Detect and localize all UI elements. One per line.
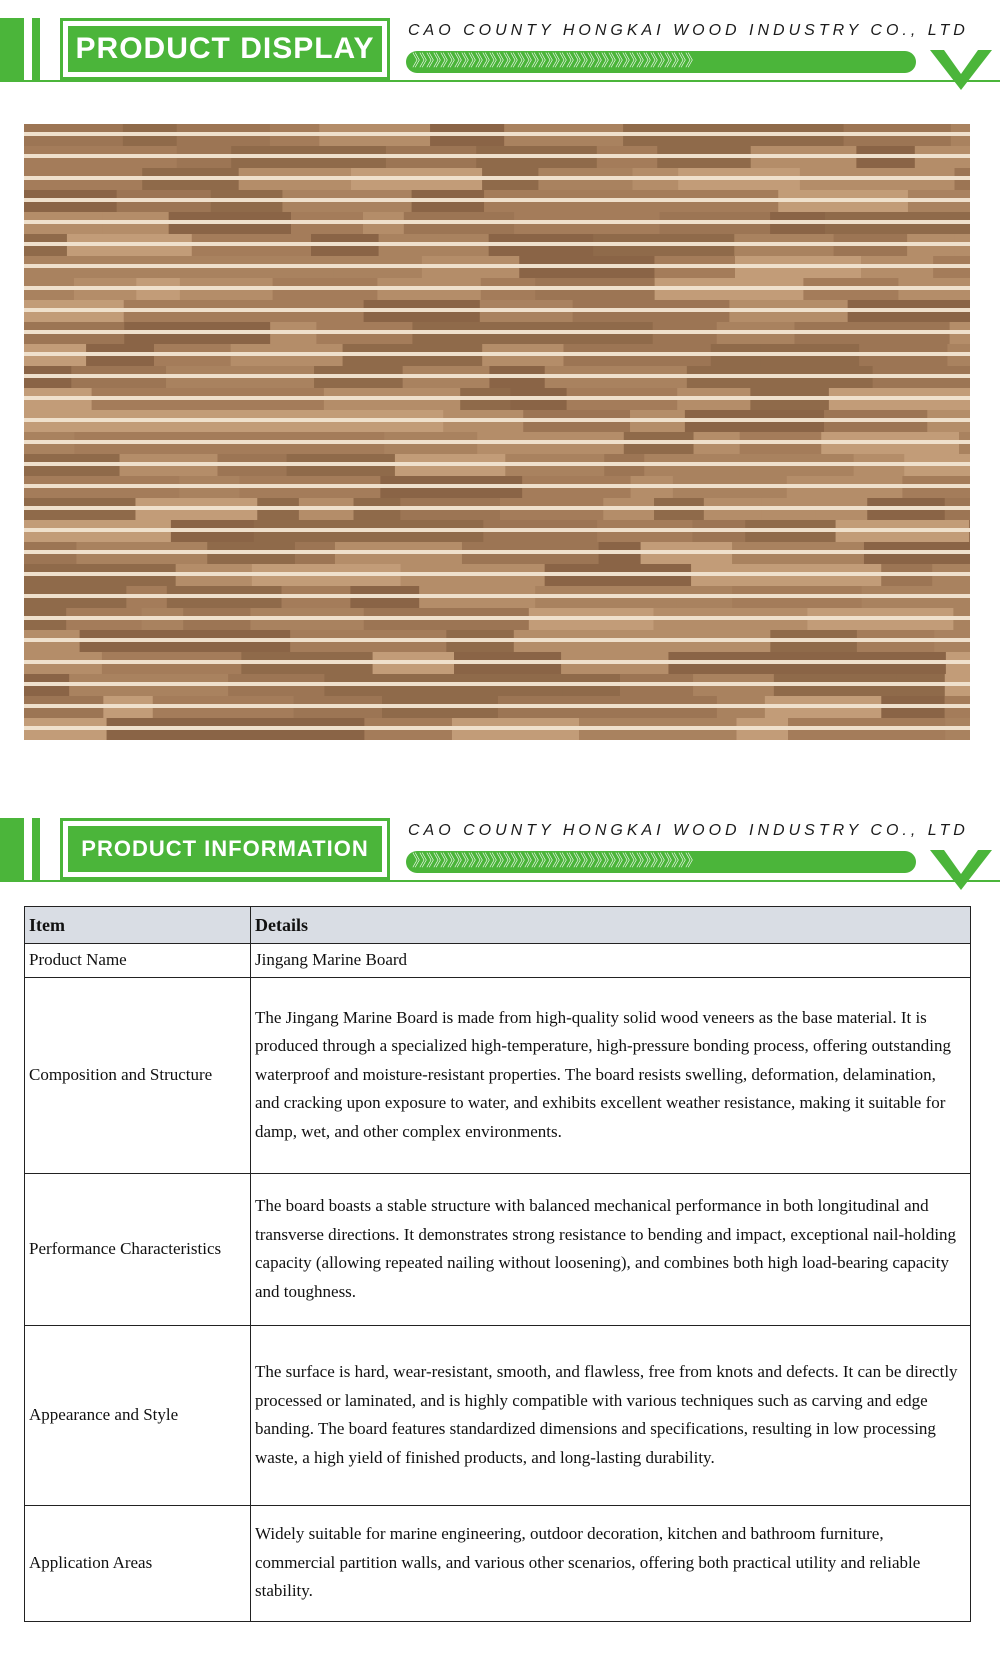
banner-title-box (60, 18, 390, 80)
veneer-layer (24, 462, 970, 466)
row-detail-text: The surface is hard, wear-resistant, smooth, and flawless, free from knots and defects. It can be directly processed or laminated, and is highly compatible with various techniques such as carving and edge banding. The board features standardized dimensions and specifications, resulting in low processing waste, a high yield of finished products, and long-lasting durability. (251, 1325, 971, 1505)
banner-rule-line (0, 880, 1000, 882)
veneer-layer (24, 638, 970, 642)
section-title: PRODUCT DISPLAY (68, 26, 382, 72)
veneer-layer (24, 198, 970, 202)
banner-accent-bar (0, 818, 24, 880)
veneer-layer (24, 616, 970, 620)
veneer-layer (24, 726, 970, 730)
veneer-layer (24, 594, 970, 598)
table-row (25, 977, 971, 1173)
veneer-layer (24, 220, 970, 224)
banner-accent-bar (0, 18, 24, 80)
veneer-layer (24, 396, 970, 400)
row-detail-text: The Jingang Marine Board is made from high-quality solid wood veneers as the base material. It is produced through a specialized high-temperature, high-pressure bonding process, offering outstanding waterproof and moisture-resistant properties. The board resists swelling, deformation, delamination, and cracking upon exposure to water, and exhibits excellent weather resistance, making it suitable for damp, wet, and other complex environments. (251, 977, 971, 1173)
table-header-row (25, 907, 971, 944)
table-row (25, 944, 971, 978)
veneer-layer (24, 528, 970, 532)
banner-rule-line (0, 80, 1000, 82)
veneer-layer (24, 242, 970, 246)
banner-title-box (60, 818, 390, 880)
row-detail-text: The board boasts a stable structure with balanced mechanical performance in both longitudinal and transverse directions. It demonstrates strong resistance to bending and impact, exceptional nail-holding capacity (allowing repeated nailing without loosening), and combines both high load-bearing capacity and toughness. (251, 1173, 971, 1325)
row-item-label: Composition and Structure (25, 977, 251, 1173)
veneer-layer (24, 286, 970, 290)
checkmark-icon (930, 844, 992, 894)
veneer-layer (24, 330, 970, 334)
veneer-layer (24, 506, 970, 510)
section-title: PRODUCT INFORMATION (68, 826, 382, 872)
banner-accent-bar-thin (32, 18, 40, 80)
veneer-layer (24, 176, 970, 180)
company-name: CAO COUNTY HONGKAI WOOD INDUSTRY CO., LTD (408, 822, 969, 839)
column-header-details: Details (251, 907, 971, 944)
product-information-banner (0, 800, 1000, 900)
veneer-layer (24, 418, 970, 422)
veneer-layer (24, 308, 970, 312)
row-item-label: Appearance and Style (25, 1325, 251, 1505)
veneer-layer (24, 154, 970, 158)
veneer-layer (24, 550, 970, 554)
veneer-layer (24, 132, 970, 136)
row-item-label: Performance Characteristics (25, 1173, 251, 1325)
table-row (25, 1325, 971, 1505)
veneer-layer (24, 682, 970, 686)
veneer-layer (24, 660, 970, 664)
wood-board-cross-section-photo (24, 124, 970, 740)
row-detail-text: Widely suitable for marine engineering, outdoor decoration, kitchen and bathroom furniture, commercial partition walls, and various other scenarios, offering both practical utility and reliable stability. (251, 1505, 971, 1621)
veneer-layer (24, 440, 970, 444)
row-item-label: Product Name (25, 944, 251, 978)
arrow-strip: 》》》》》》》》》》》》》》》》》》》》》》》》》》》》》》》》》》》》》》》》 (406, 851, 916, 873)
veneer-layer (24, 264, 970, 268)
table-row (25, 1173, 971, 1325)
veneer-layer (24, 704, 970, 708)
veneer-layer (24, 572, 970, 576)
column-header-item: Item (25, 907, 251, 944)
veneer-layer (24, 374, 970, 378)
table-row (25, 1505, 971, 1621)
veneer-layer (24, 484, 970, 488)
checkmark-icon (930, 44, 992, 94)
row-item-label: Application Areas (25, 1505, 251, 1621)
banner-accent-bar-thin (32, 818, 40, 880)
product-info-table (24, 906, 971, 1622)
product-display-banner (0, 0, 1000, 100)
company-name: CAO COUNTY HONGKAI WOOD INDUSTRY CO., LTD (408, 22, 969, 39)
arrow-strip: 》》》》》》》》》》》》》》》》》》》》》》》》》》》》》》》》》》》》》》》》 (406, 51, 916, 73)
veneer-layer (24, 352, 970, 356)
row-detail-text: Jingang Marine Board (251, 944, 971, 978)
